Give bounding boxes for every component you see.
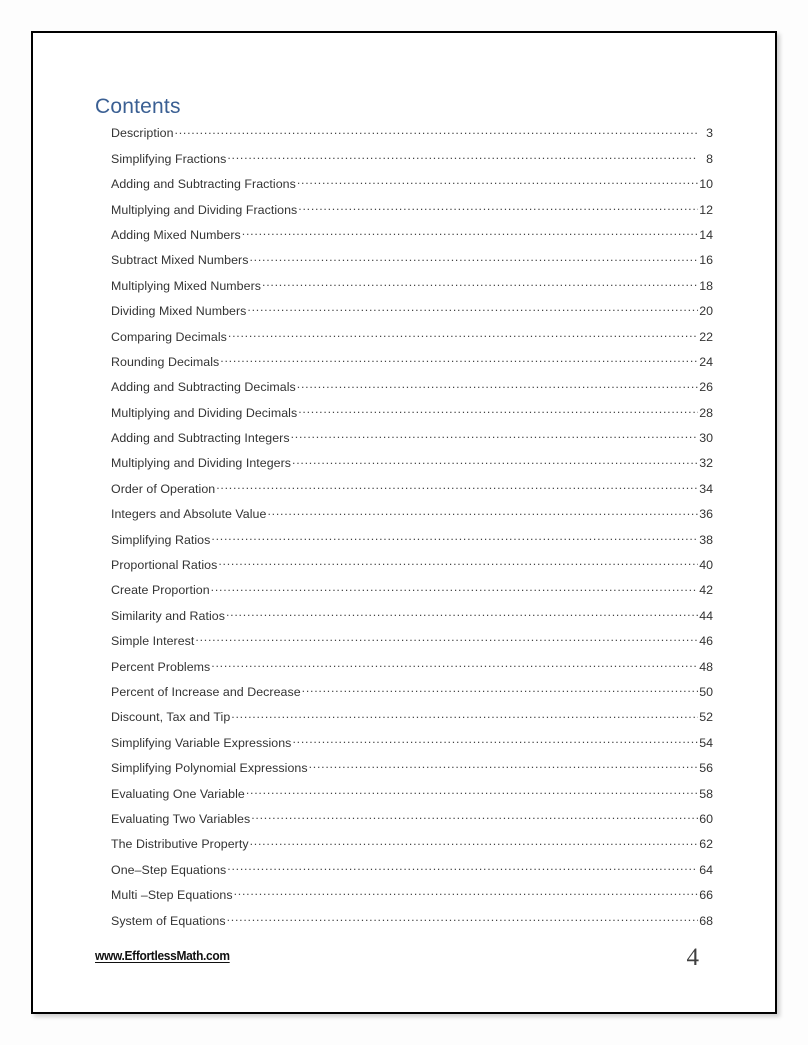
toc-entry[interactable] bbox=[111, 811, 713, 836]
toc-entry-page-number: 66 bbox=[699, 888, 713, 903]
toc-entry[interactable] bbox=[111, 633, 713, 658]
toc-dot-leader bbox=[251, 811, 698, 823]
toc-entry[interactable] bbox=[111, 354, 713, 379]
toc-entry-title: Simplifying Fractions bbox=[111, 151, 227, 166]
toc-dot-leader bbox=[309, 760, 698, 772]
toc-entry-title: Integers and Absolute Value bbox=[111, 507, 267, 522]
toc-entry-page-number: 32 bbox=[699, 456, 713, 471]
toc-entry-page-number: 50 bbox=[699, 684, 713, 699]
toc-entry[interactable] bbox=[111, 404, 713, 429]
toc-dot-leader bbox=[291, 430, 698, 442]
toc-entry-page-number: 38 bbox=[699, 532, 713, 547]
toc-entry-page-number: 52 bbox=[699, 710, 713, 725]
toc-dot-leader bbox=[234, 887, 698, 899]
toc-entry-page-number: 22 bbox=[699, 329, 713, 344]
toc-dot-leader bbox=[262, 277, 698, 289]
toc-entry-page-number: 12 bbox=[699, 202, 713, 217]
toc-dot-leader bbox=[211, 658, 698, 670]
toc-entry-title: Create Proportion bbox=[111, 583, 210, 598]
toc-entry[interactable] bbox=[111, 785, 713, 810]
toc-entry[interactable] bbox=[111, 303, 713, 328]
toc-entry-title: Order of Operation bbox=[111, 481, 216, 496]
toc-entry-title: Percent Problems bbox=[111, 659, 211, 674]
toc-entry[interactable] bbox=[111, 455, 713, 480]
toc-dot-leader bbox=[218, 557, 698, 569]
toc-entry-page-number: 68 bbox=[699, 913, 713, 928]
toc-entry[interactable] bbox=[111, 379, 713, 404]
toc-entry-page-number: 24 bbox=[699, 354, 713, 369]
toc-dot-leader bbox=[228, 328, 698, 340]
toc-entry-page-number: 16 bbox=[699, 253, 713, 268]
toc-entry-title: The Distributive Property bbox=[111, 837, 249, 852]
toc-entry-title: Proportional Ratios bbox=[111, 558, 218, 573]
toc-dot-leader bbox=[247, 303, 698, 315]
toc-dot-leader bbox=[226, 607, 698, 619]
toc-dot-leader bbox=[249, 252, 698, 264]
toc-entry-title: Simplifying Polynomial Expressions bbox=[111, 761, 308, 776]
toc-dot-leader bbox=[220, 354, 698, 366]
toc-entry-title: System of Equations bbox=[111, 913, 226, 928]
toc-entry[interactable] bbox=[111, 430, 713, 455]
toc-entry-page-number: 34 bbox=[699, 481, 713, 496]
toc-entry-title: One–Step Equations bbox=[111, 862, 227, 877]
toc-dot-leader bbox=[302, 684, 698, 696]
toc-dot-leader bbox=[246, 785, 698, 797]
toc-entry-title: Adding and Subtracting Decimals bbox=[111, 380, 296, 395]
toc-entry[interactable] bbox=[111, 201, 713, 226]
toc-dot-leader bbox=[298, 404, 698, 416]
toc-entry[interactable] bbox=[111, 176, 713, 201]
toc-entry-page-number: 48 bbox=[699, 659, 713, 674]
toc-entry-title: Multiplying and Dividing Integers bbox=[111, 456, 292, 471]
document-page bbox=[31, 31, 777, 1014]
toc-dot-leader bbox=[211, 531, 698, 543]
toc-dot-leader bbox=[292, 734, 698, 746]
toc-dot-leader bbox=[231, 709, 698, 721]
toc-entry[interactable] bbox=[111, 125, 713, 150]
toc-entry-page-number: 28 bbox=[699, 405, 713, 420]
toc-entry[interactable] bbox=[111, 760, 713, 785]
toc-entry[interactable] bbox=[111, 658, 713, 683]
toc-entry-page-number: 8 bbox=[706, 151, 713, 166]
toc-entry-page-number: 46 bbox=[699, 634, 713, 649]
toc-entry[interactable] bbox=[111, 557, 713, 582]
toc-dot-leader bbox=[227, 912, 698, 924]
toc-entry-page-number: 26 bbox=[699, 380, 713, 395]
toc-entry-page-number: 56 bbox=[699, 761, 713, 776]
toc-entry-title: Subtract Mixed Numbers bbox=[111, 253, 249, 268]
toc-entry-title: Percent of Increase and Decrease bbox=[111, 684, 301, 699]
toc-entry[interactable] bbox=[111, 887, 713, 912]
toc-dot-leader bbox=[267, 506, 698, 518]
toc-entry-page-number: 30 bbox=[699, 431, 713, 446]
toc-entry-title: Simplifying Ratios bbox=[111, 532, 211, 547]
toc-entry[interactable] bbox=[111, 252, 713, 277]
toc-entry-page-number: 14 bbox=[699, 227, 713, 242]
toc-entry-page-number: 10 bbox=[699, 177, 713, 192]
toc-entry[interactable] bbox=[111, 480, 713, 505]
toc-entry-title: Evaluating Two Variables bbox=[111, 811, 251, 826]
toc-entry[interactable] bbox=[111, 836, 713, 861]
toc-entry-page-number: 60 bbox=[699, 811, 713, 826]
toc-entry-page-number: 40 bbox=[699, 558, 713, 573]
toc-entry-page-number: 42 bbox=[699, 583, 713, 598]
toc-entry[interactable] bbox=[111, 861, 713, 886]
toc-dot-leader bbox=[227, 861, 698, 873]
toc-entry-page-number: 58 bbox=[699, 786, 713, 801]
page-number: 4 bbox=[686, 944, 699, 971]
website-link[interactable]: www.EffortlessMath.com bbox=[95, 948, 230, 963]
toc-dot-leader bbox=[195, 633, 698, 645]
toc-dot-leader bbox=[175, 125, 698, 137]
toc-entry[interactable] bbox=[111, 227, 713, 252]
toc-entry[interactable] bbox=[111, 150, 713, 175]
page-footer bbox=[95, 944, 727, 982]
toc-entry[interactable] bbox=[111, 328, 713, 353]
toc-entry-page-number: 20 bbox=[699, 304, 713, 319]
toc-dot-leader bbox=[211, 582, 698, 594]
toc-dot-leader bbox=[292, 455, 698, 467]
toc-entry-page-number: 54 bbox=[699, 735, 713, 750]
toc-entry-title: Dividing Mixed Numbers bbox=[111, 304, 247, 319]
toc-entry-title: Simplifying Variable Expressions bbox=[111, 735, 292, 750]
toc-entry-page-number: 3 bbox=[706, 126, 713, 141]
toc-entry[interactable] bbox=[111, 607, 713, 632]
toc-entry-title: Multiplying and Dividing Decimals bbox=[111, 405, 298, 420]
page-title: Contents bbox=[95, 95, 181, 118]
toc-entry-page-number: 62 bbox=[699, 837, 713, 852]
toc-entry[interactable] bbox=[111, 582, 713, 607]
toc-entry-title: Comparing Decimals bbox=[111, 329, 227, 344]
toc-entry-page-number: 36 bbox=[699, 507, 713, 522]
page-content-area bbox=[33, 33, 775, 1012]
toc-entry-title: Adding Mixed Numbers bbox=[111, 227, 241, 242]
toc-dot-leader bbox=[297, 379, 698, 391]
toc-entry-title: Multi –Step Equations bbox=[111, 888, 233, 903]
toc-dot-leader bbox=[250, 836, 698, 848]
toc-entry[interactable] bbox=[111, 277, 713, 302]
toc-entry-title: Simple Interest bbox=[111, 634, 195, 649]
toc-entry-title: Adding and Subtracting Fractions bbox=[111, 177, 296, 192]
toc-entry-title: Similarity and Ratios bbox=[111, 608, 225, 623]
toc-entry-page-number: 64 bbox=[699, 862, 713, 877]
toc-entry-title: Rounding Decimals bbox=[111, 354, 220, 369]
toc-entry-page-number: 44 bbox=[699, 608, 713, 623]
toc-entry[interactable] bbox=[111, 506, 713, 531]
table-of-contents-list bbox=[111, 125, 713, 938]
toc-dot-leader bbox=[242, 227, 698, 239]
toc-entry-title: Adding and Subtracting Integers bbox=[111, 431, 290, 446]
toc-entry-title: Discount, Tax and Tip bbox=[111, 710, 231, 725]
toc-dot-leader bbox=[297, 176, 698, 188]
toc-entry[interactable] bbox=[111, 734, 713, 759]
toc-dot-leader bbox=[298, 201, 698, 213]
toc-entry[interactable] bbox=[111, 531, 713, 556]
toc-dot-leader bbox=[216, 480, 698, 492]
toc-entry[interactable] bbox=[111, 684, 713, 709]
toc-entry-title: Description bbox=[111, 126, 174, 141]
toc-entry-title: Multiplying Mixed Numbers bbox=[111, 278, 261, 293]
toc-entry-page-number: 18 bbox=[699, 278, 713, 293]
toc-entry-title: Evaluating One Variable bbox=[111, 786, 245, 801]
toc-entry[interactable] bbox=[111, 912, 713, 937]
toc-entry-title: Multiplying and Dividing Fractions bbox=[111, 202, 298, 217]
toc-dot-leader bbox=[227, 150, 698, 162]
toc-entry[interactable] bbox=[111, 709, 713, 734]
